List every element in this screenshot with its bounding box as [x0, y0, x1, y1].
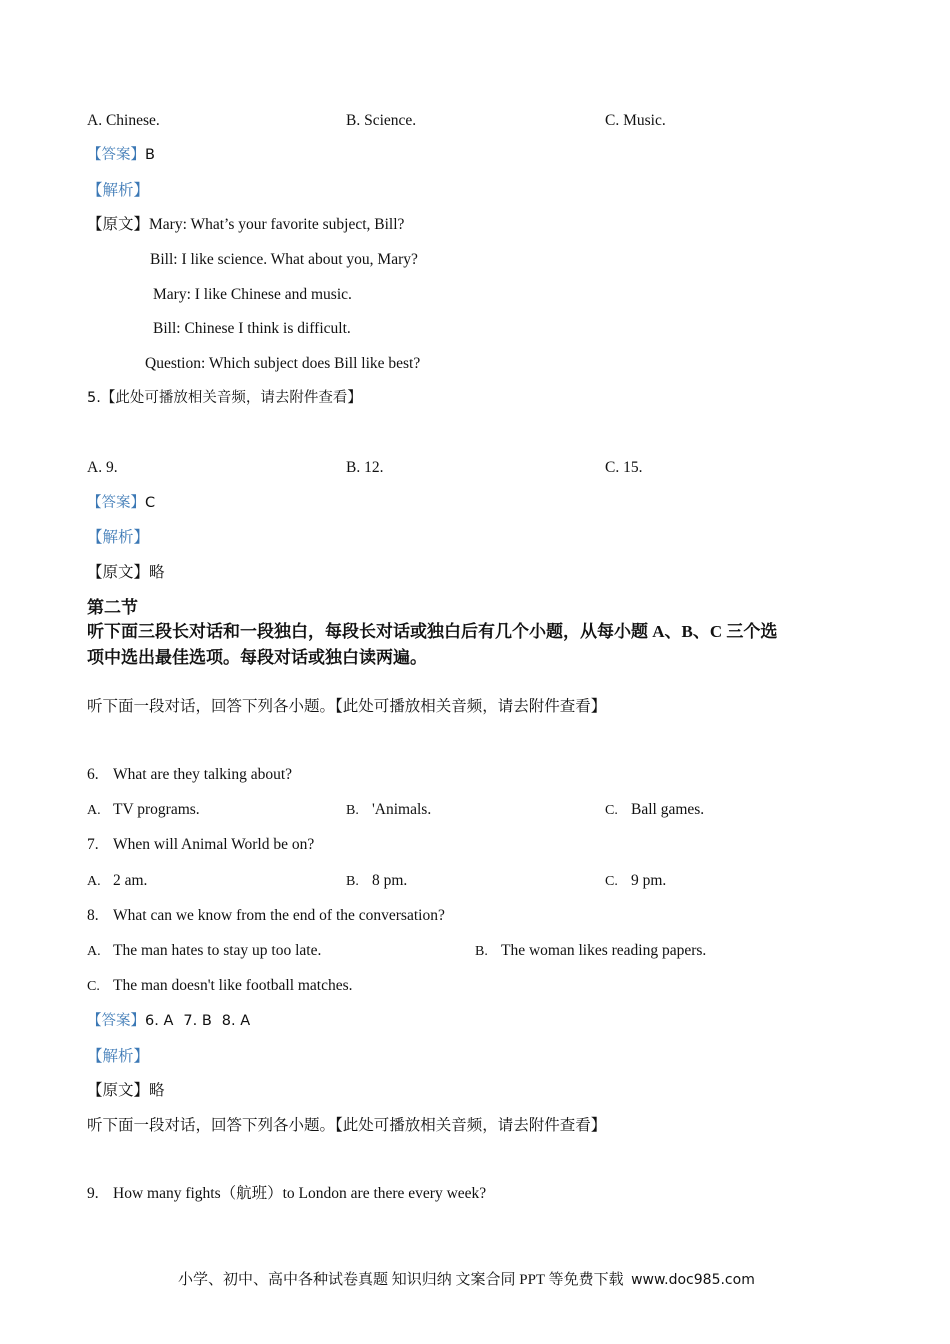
- q5-option-b: B. 12.: [346, 459, 384, 476]
- q5-option-c: C. 15.: [605, 459, 643, 476]
- option-label: B.: [346, 874, 359, 889]
- dialogue1-intro: 听下面一段对话，回答下列各小题。【此处可播放相关音频，请去附件查看】: [87, 698, 607, 715]
- q5-heading: 5.【此处可播放相关音频，请去附件查看】: [87, 390, 362, 406]
- q4-script-line-1: [87, 215, 404, 235]
- q5-option-a: A. 9.: [87, 459, 118, 476]
- page-footer: [178, 1270, 755, 1290]
- answer-7: 7. B: [183, 1013, 212, 1029]
- q8-option-a: [87, 941, 321, 962]
- q7-stem: [87, 835, 314, 855]
- section-instruction-line-1: 听下面三段长对话和一段独白，每段长对话或独白后有几个小题，从每小题 A、B、C 三个选: [87, 622, 778, 641]
- dialogue1-analysis-tag: 【解析】: [87, 1048, 150, 1065]
- q8-option-b: [475, 941, 706, 962]
- question-number: 8.: [87, 907, 99, 924]
- dialogue1-answers: [87, 1011, 250, 1031]
- q4-answer: [87, 145, 155, 165]
- q5-script: [87, 563, 165, 583]
- q6-option-b: [346, 800, 431, 821]
- footer-text: 小学、初中、高中各种试卷真题 知识归纳 文案合同 PPT 等免费下载: [178, 1272, 624, 1288]
- option-label: C.: [605, 803, 618, 818]
- q7-option-b: [346, 871, 407, 892]
- q6-option-c: [605, 800, 704, 821]
- question-text: What can we know from the end of the conversation?: [113, 907, 445, 924]
- option-text: Ball games.: [631, 801, 705, 818]
- option-label: B.: [475, 944, 488, 959]
- q4-analysis-tag: 【解析】: [87, 182, 150, 199]
- answer-6: 6. A: [145, 1013, 174, 1029]
- q8-option-c: [87, 976, 353, 997]
- section-title: 第二节: [87, 598, 138, 617]
- question-text: When will Animal World be on?: [113, 836, 315, 853]
- answer-tag: 【答案】: [87, 1013, 145, 1029]
- q9-stem: [87, 1184, 486, 1204]
- script-tag: 【原文】: [87, 564, 150, 581]
- answer-tag: 【答案】: [87, 147, 145, 163]
- option-text: 'Animals.: [372, 801, 432, 818]
- script-tag: 【原文】: [87, 1082, 150, 1099]
- script-text: Mary: What’s your favorite subject, Bill?: [149, 216, 405, 233]
- option-text: TV programs.: [113, 801, 200, 818]
- script-text: 略: [149, 564, 165, 581]
- answer-value: C: [145, 495, 156, 511]
- footer-url[interactable]: www.doc985.com: [631, 1272, 755, 1288]
- dialogue2-intro: 听下面一段对话，回答下列各小题。【此处可播放相关音频，请去附件查看】: [87, 1117, 607, 1134]
- option-label: A.: [87, 803, 101, 818]
- option-text: 8 pm.: [372, 872, 408, 889]
- q4-script-line-5: Question: Which subject does Bill like best?: [145, 355, 421, 372]
- option-text: The woman likes reading papers.: [501, 942, 707, 959]
- answer-value: B: [145, 147, 155, 163]
- option-label: B.: [346, 803, 359, 818]
- q4-option-b: B. Science.: [346, 112, 417, 129]
- question-number: 9.: [87, 1185, 99, 1202]
- option-text: The man hates to stay up too late.: [113, 942, 322, 959]
- script-text: 略: [149, 1082, 165, 1099]
- question-text: What are they talking about?: [113, 766, 293, 783]
- answer-8: 8. A: [221, 1013, 251, 1029]
- q8-stem: [87, 906, 445, 926]
- q7-option-c: [605, 871, 666, 892]
- option-label: C.: [605, 874, 618, 889]
- q6-stem: [87, 765, 292, 785]
- option-text: 2 am.: [113, 872, 148, 889]
- question-number: 7.: [87, 836, 99, 853]
- q6-option-a: [87, 800, 200, 821]
- option-text: 9 pm.: [631, 872, 667, 889]
- q4-option-c: C. Music.: [605, 112, 666, 129]
- q4-option-a: A. Chinese.: [87, 112, 160, 129]
- q5-answer: [87, 493, 155, 513]
- q4-script-line-2: Bill: I like science. What about you, Mary?: [150, 251, 418, 268]
- q4-script-line-3: Mary: I like Chinese and music.: [153, 286, 352, 303]
- section-instruction-line-2: 项中选出最佳选项。每段对话或独白读两遍。: [87, 648, 427, 667]
- q5-analysis-tag: 【解析】: [87, 529, 150, 546]
- option-label: A.: [87, 944, 101, 959]
- option-label: A.: [87, 874, 101, 889]
- option-text: The man doesn't like football matches.: [113, 977, 353, 994]
- question-number: 6.: [87, 766, 99, 783]
- question-text: How many fights（航班）to London are there every week?: [113, 1185, 487, 1202]
- q4-script-line-4: Bill: Chinese I think is difficult.: [153, 320, 351, 337]
- answer-tag: 【答案】: [87, 495, 145, 511]
- script-tag: 【原文】: [87, 216, 150, 233]
- dialogue1-script: [87, 1081, 165, 1101]
- q7-option-a: [87, 871, 147, 892]
- option-label: C.: [87, 979, 100, 994]
